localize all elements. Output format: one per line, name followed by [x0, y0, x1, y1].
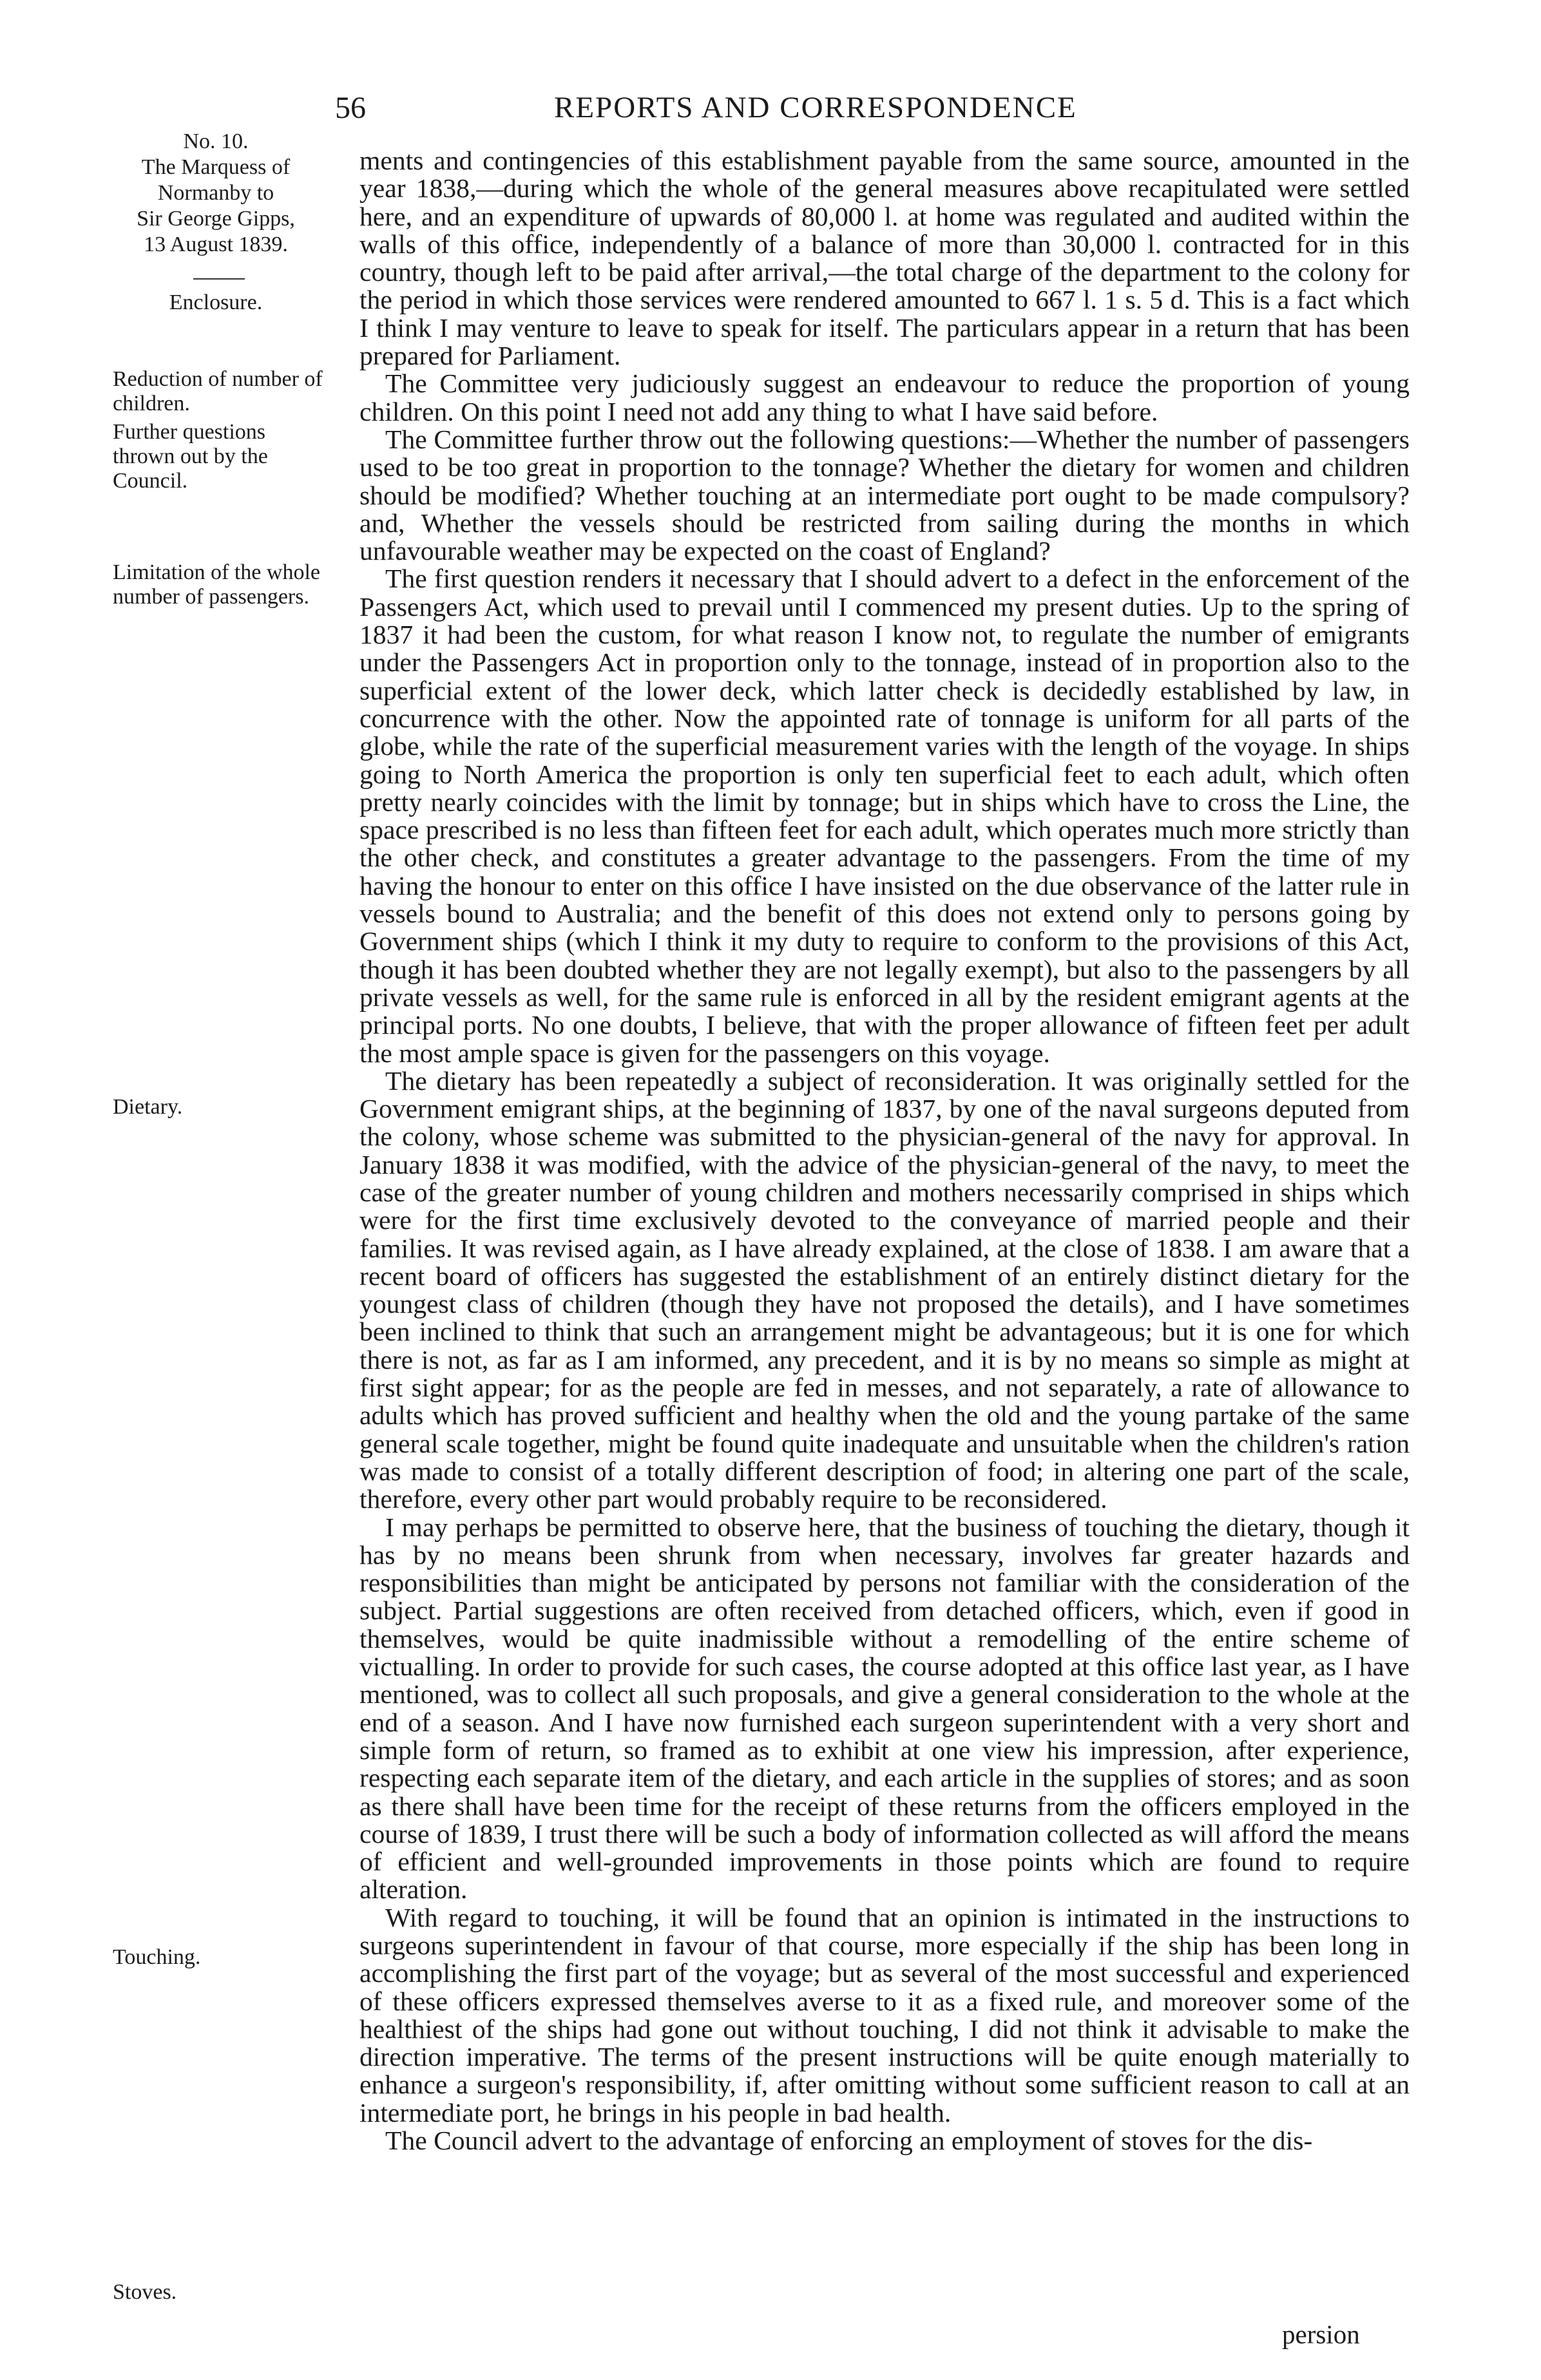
paragraph-passengers: The first question renders it necessary that I should advert to a defect in the enforcement of the Passengers Act, which used to prevail until I commenced my present duties. Up to the spring of 1837 it had been the custom, for what reason I know not, to regulate the number of emigrants under the Passengers Act in proportion only to the tonnage, instead of in proportion also to the superficial extent of the lower deck, which latter check is decidedly established by law, in concurrence with the other. Now the appointed rate of tonnage is uniform for all parts of the globe, while the rate of the superficial measurement varies with the length of the voyage. In ships going to North America the proportion is only ten superficial feet to each adult, which often pretty nearly coincides with the limit by tonnage; but in ships which have to cross the Line, the space prescribed is no less than fifteen feet for each adult, which operates much more strictly than the other check, and constitutes a greater advantage to the passengers. From the time of my having the honour to enter on this office I have insisted on the due observance of the latter rule in vessels bound to Australia; and the benefit of this does not extend only to persons going by Government ships (which I think it my duty to require to conform to the provisions of this Act, though it has been doubted whether they are not legally exempt), but also to the passengers by all private vessels as well, for the same rule is enforced in all by the resident emigrant agents at the principal ports. No one doubts, I believe, that with the proper allowance of fifteen feet per adult the most ample space is given for the passengers on this voyage. — [359, 564, 1410, 1068]
catchword: persion — [1282, 2319, 1360, 2349]
paragraph-dietary: The dietary has been repeatedly a subject of reconsideration. It was originally settled for the Government emigrant ships, at the beginning of 1837, by one of the naval surgeons deputed from the colony, whose scheme was submitted to the physician-general of the navy for approval. In January 1838 it was modified, with the advice of the physician-general of the navy, to meet the case of the greater number of young children and mothers necessarily comprised in ships which were for the first time exclusively devoted to the conveyance of married people and their families. It was revised again, as I have already explained, at the close of 1838. I am aware that a recent board of officers has suggested the establishment of an entirely distinct dietary for the youngest class of children (though they have not proposed the details), and I have sometimes been inclined to think that such an arrangement might be advantageous; but it is one for which there is not, as far as I am informed, any precedent, and it is by no means so simple as might at first sight appear; for as the people are fed in messes, and not separately, a rate of allowance to adults which has proved sufficient and healthy when the old and the young partake of the same general scale together, might be found quite inadequate and unsuitable when the children's ration was made to consist of a totally different description of food; in altering one part of the scale, therefore, every other part would probably require to be reconsidered. — [359, 1065, 1410, 1514]
enclosure-label: Enclosure. — [169, 290, 263, 314]
margin-note-touching: Touching. — [113, 1945, 201, 1969]
body-text — [359, 147, 1410, 2155]
margin-note-further-questions: Further questions thrown out by the Council. — [113, 420, 268, 493]
paragraph-dietary-business: I may perhaps be permitted to observe here, that the business of touching the dietary, though it has by no means been shrunk from when necessary, involves far greater hazards and responsibilities than might be anticipated by persons not familiar with the consideration of the subject. Partial suggestions are often received from detached officers, which, even if good in themselves, would be quite inadmissible without a remodelling of the entire scheme of victualling. In order to provide for such cases, the course adopted at this office last year, as I have mentioned, was to collect all such proposals, and give a general consideration to the whole at the end of a season. And I have now furnished each surgeon superintendent with a very short and simple form of return, so framed as to exhibit at one view his impression, after experience, respecting each separate item of the dietary, and each article in the supplies of stores; and as soon as there shall have been time for the receipt of these returns from the officers employed in the course of 1839, I trust there will be such a body of information collected as will afford the means of efficient and well-grounded improvements in those points which are found to require alteration. — [359, 1512, 1410, 1905]
paragraph-touching: With regard to touching, it will be found that an opinion is intimated in the instructions to surgeons superintendent in favour of that course, more especially if the ship has been long in accomplishing the first part of the voyage; but as several of the most successful and experienced of these officers expressed themselves averse to it as a fixed rule, and moreover some of the healthiest of the ships had gone out without touching, I did not think it advisable to make the direction imperative. The terms of the present instructions will be quite enough materially to enhance a surgeon's responsibility, if, after omitting without some sufficient reason to call at an intermediate port, he brings in his people in bad health. — [359, 1902, 1410, 2128]
doc-ref-number: No. 10. — [183, 129, 249, 153]
paragraph-expenditure: ments and contingencies of this establishment payable from the same source, amounted in the year 1838,—during which the whole of the general measures above recapitulated were settled here, and an expenditure of upwards of 80,000 l. at home was regulated and audited within the walls of this office, independently of a balance of more than 30,000 l. contracted for in this country, though left to be paid after arrival,—the total charge of the department to the colony for the period in which those services were rendered amounted to 667 l. 1 s. 5 d. This is a fact which I think I may venture to leave to speak for itself. The particulars appear in a return that has been prepared for Parliament. — [359, 146, 1410, 371]
margin-note-reduction: Reduction of number of children. — [113, 367, 323, 415]
margin-note-limitation: Limitation of the whole number of passengers. — [113, 560, 320, 609]
doc-ref-to: Normanby to — [157, 181, 274, 205]
document-reference — [113, 129, 319, 258]
paragraph-reduction: The Committee very judiciously suggest an endeavour to reduce the proportion of young children. On this point I need not add any thing to what I have said before. — [359, 368, 1410, 426]
margin-note-stoves: Stoves. — [113, 2280, 177, 2304]
page-number: 56 — [335, 91, 366, 125]
paragraph-stoves: The Council advert to the advantage of enforcing an employment of stoves for the dis- — [385, 2126, 1313, 2156]
running-title: REPORTS AND CORRESPONDENCE — [554, 91, 1077, 124]
margin-note-dietary: Dietary. — [113, 1095, 183, 1119]
doc-ref-date: 13 August 1839. — [144, 233, 288, 256]
paragraph-questions: The Committee further throw out the following questions:—Whether the number of passengers used to be too great in proportion to the tonnage? Whether the dietary for women and children should be modified? Whether touching at an intermediate port ought to be made compulsory? and, Whether the vessels should be restricted from sailing during the months in which unfavourable weather may be expected on the coast of England? — [359, 424, 1410, 566]
doc-ref-sender: The Marquess of — [141, 155, 291, 179]
margin-divider — [193, 278, 245, 280]
doc-ref-recipient: Sir George Gipps, — [137, 207, 295, 231]
